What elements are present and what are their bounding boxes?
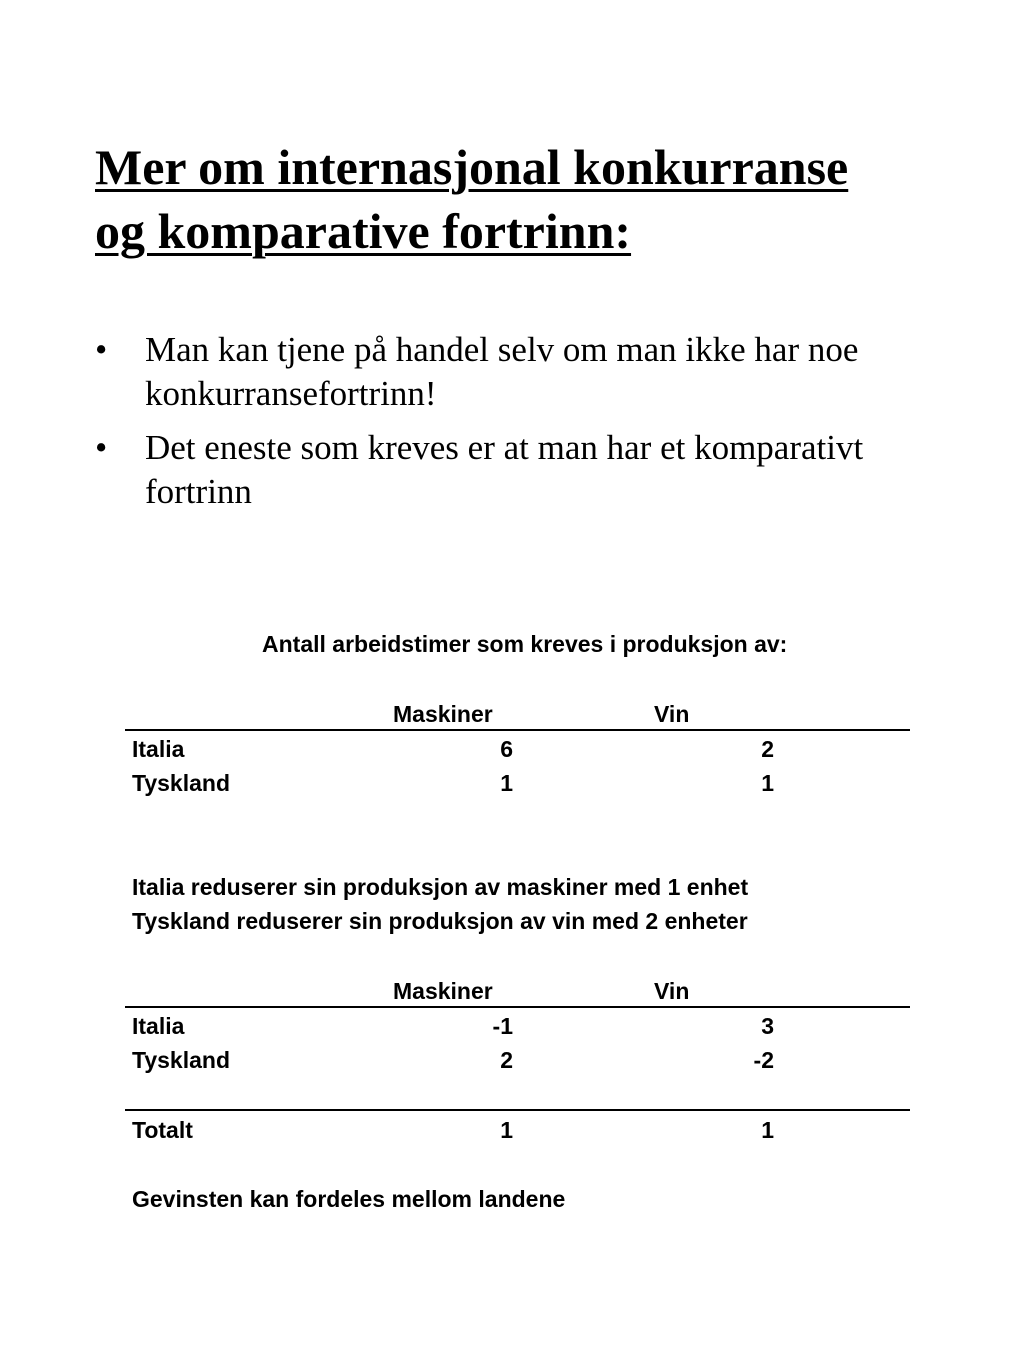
page-title-line-2: og komparative fortrinn: bbox=[95, 203, 632, 259]
conclusion-text: Gevinsten kan fordeles mellom landene bbox=[132, 1186, 566, 1212]
total-label: Totalt bbox=[132, 1117, 193, 1143]
column-header-vin: Vin bbox=[654, 701, 690, 727]
column-header-maskiner: Maskiner bbox=[393, 701, 493, 727]
column-header-vin: Vin bbox=[654, 978, 690, 1004]
row-label: Italia bbox=[132, 1013, 185, 1039]
cell-vin: 3 bbox=[761, 1013, 774, 1039]
row-label: Italia bbox=[132, 736, 185, 762]
header-rule bbox=[125, 1006, 910, 1008]
page-title bbox=[95, 135, 975, 263]
cell-vin: 2 bbox=[761, 736, 774, 762]
bullet-icon: • bbox=[95, 428, 108, 467]
row-label: Tyskland bbox=[132, 1047, 230, 1073]
cell-maskiner: 1 bbox=[500, 770, 513, 796]
total-rule bbox=[125, 1109, 910, 1111]
page-title-line-1: Mer om internasjonal konkurranse bbox=[95, 139, 849, 195]
cell-maskiner: -1 bbox=[492, 1013, 513, 1039]
cell-maskiner: 2 bbox=[500, 1047, 513, 1073]
header-rule bbox=[125, 729, 910, 731]
bullet-text: Det eneste som kreves er at man har et komparativt fortrinn bbox=[145, 428, 864, 511]
note-line: Tyskland reduserer sin produksjon av vin med 2 enheter bbox=[132, 908, 748, 934]
bullet-item bbox=[95, 426, 955, 514]
cell-vin: 1 bbox=[761, 770, 774, 796]
cell-maskiner: 6 bbox=[500, 736, 513, 762]
bullet-item bbox=[95, 328, 955, 416]
row-label: Tyskland bbox=[132, 770, 230, 796]
column-header-maskiner: Maskiner bbox=[393, 978, 493, 1004]
cell-vin: -2 bbox=[753, 1047, 774, 1073]
bullet-icon: • bbox=[95, 330, 108, 369]
total-maskiner: 1 bbox=[500, 1117, 513, 1143]
table-caption: Antall arbeidstimer som kreves i produksjon av: bbox=[262, 631, 788, 657]
bullet-text: Man kan tjene på handel selv om man ikke har noe konkurransefortrinn! bbox=[145, 330, 859, 413]
note-line: Italia reduserer sin produksjon av maskiner med 1 enhet bbox=[132, 874, 749, 900]
total-vin: 1 bbox=[761, 1117, 774, 1143]
bullet-list bbox=[95, 328, 955, 524]
